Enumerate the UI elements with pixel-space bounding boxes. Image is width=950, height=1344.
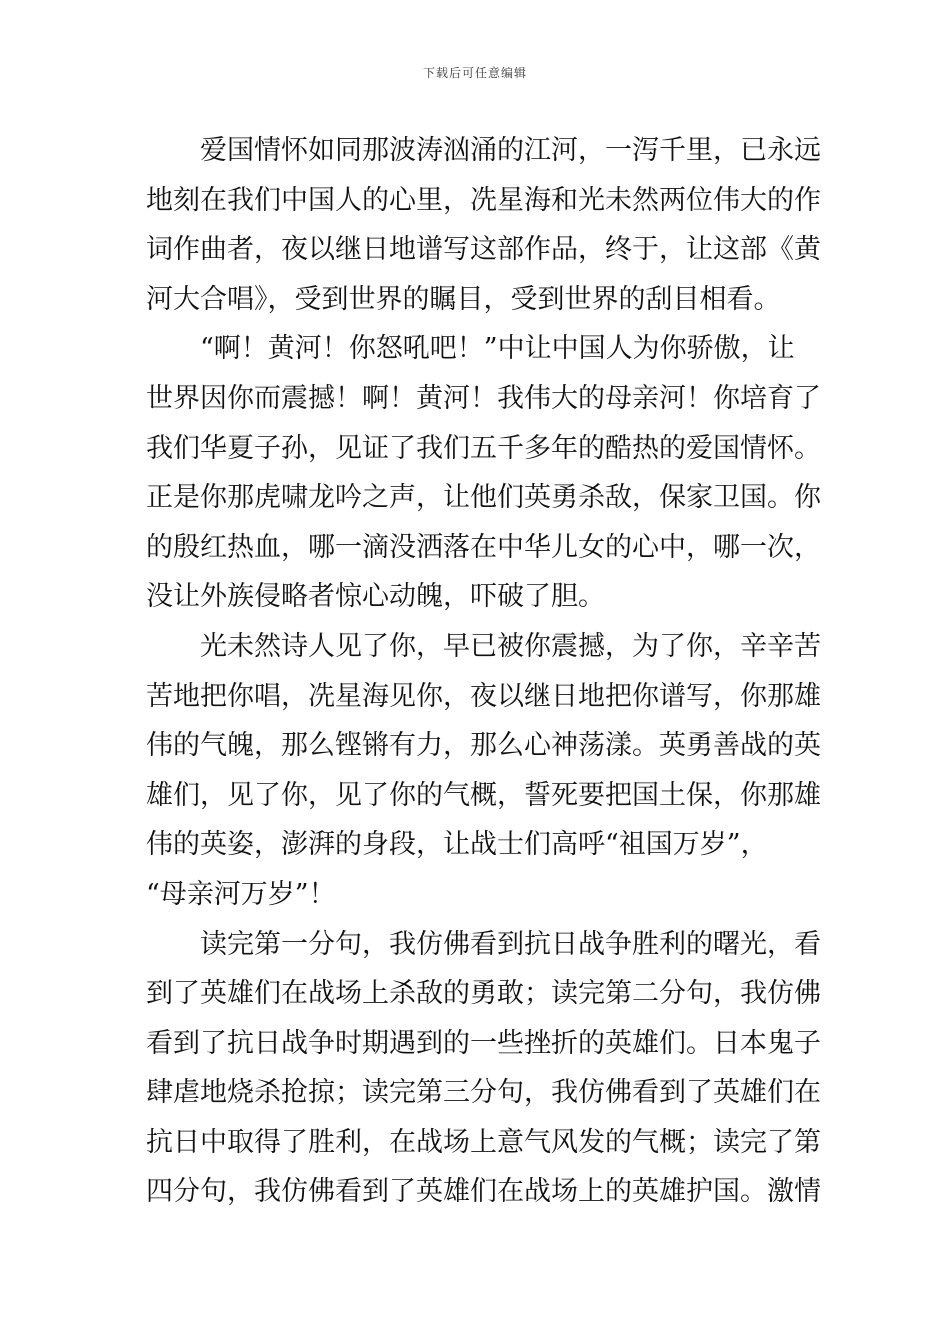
text-line: 世界因你而震撼！啊！黄河！我伟大的母亲河！你培育了: [146, 382, 821, 414]
text-line: 光未然诗人见了你，早已被你震撼，为了你，辛辛苦: [200, 630, 821, 662]
text-line: 读完第一分句，我仿佛看到抗日战争胜利的曙光，看: [200, 928, 821, 960]
text-line: 正是你那虎啸龙吟之声，让他们英勇杀敌，保家卫国。你: [146, 482, 821, 514]
text-line: 我们华夏子孙，见证了我们五千多年的酷热的爱国情怀。: [146, 432, 821, 464]
text-line: 雄们，见了你，见了你的气概，誓死要把国土保，你那雄: [146, 779, 821, 811]
text-line: 地刻在我们中国人的心里，冼星海和光未然两位伟大的作: [146, 184, 821, 216]
text-line: 肆虐地烧杀抢掠；读完第三分句，我仿佛看到了英雄们在: [146, 1077, 821, 1109]
text-line: 词作曲者，夜以继日地谱写这部作品，终于，让这部《黄: [146, 234, 821, 266]
text-line: 苦地把你唱，冼星海见你，夜以继日地把你谱写，你那雄: [146, 680, 821, 712]
text-line: 伟的气魄，那么铿锵有力，那么心神荡漾。英勇善战的英: [146, 730, 821, 762]
text-line: 没让外族侵略者惊心动魄，吓破了胆。: [146, 581, 605, 613]
text-line: “啊！黄河！你怒吼吧！”中让中国人为你骄傲，让: [200, 333, 795, 365]
paragraph: [146, 126, 821, 324]
text-line: 爱国情怀如同那波涛汹涌的江河，一泻千里，已永远: [200, 135, 821, 166]
text-line: 看到了抗日战争时期遇到的一些挫折的英雄们。日本鬼子: [146, 1027, 821, 1059]
text-line: 四分句，我仿佛看到了英雄们在战场上的英雄护国。激情: [146, 1176, 821, 1208]
text-line: 抗日中取得了胜利，在战场上意气风发的气概；读完了第: [146, 1126, 821, 1158]
text-line: 到了英雄们在战场上杀敌的勇敢；读完第二分句，我仿佛: [146, 978, 821, 1010]
paragraph: [146, 622, 821, 920]
text-line: “母亲河万岁”！: [146, 878, 336, 910]
page-header: 下载后可任意编辑: [422, 66, 527, 80]
paragraph: [146, 920, 821, 1218]
text-line: 河大合唱》，受到世界的瞩目，受到世界的刮目相看。: [146, 283, 781, 315]
paragraph: [146, 324, 821, 622]
document-body: [146, 126, 821, 1217]
text-line: 伟的英姿，澎湃的身段，让战士们高呼“祖国万岁”，: [146, 829, 768, 861]
text-line: 的殷红热血，哪一滴没洒落在中华儿女的心中，哪一次，: [146, 531, 821, 563]
